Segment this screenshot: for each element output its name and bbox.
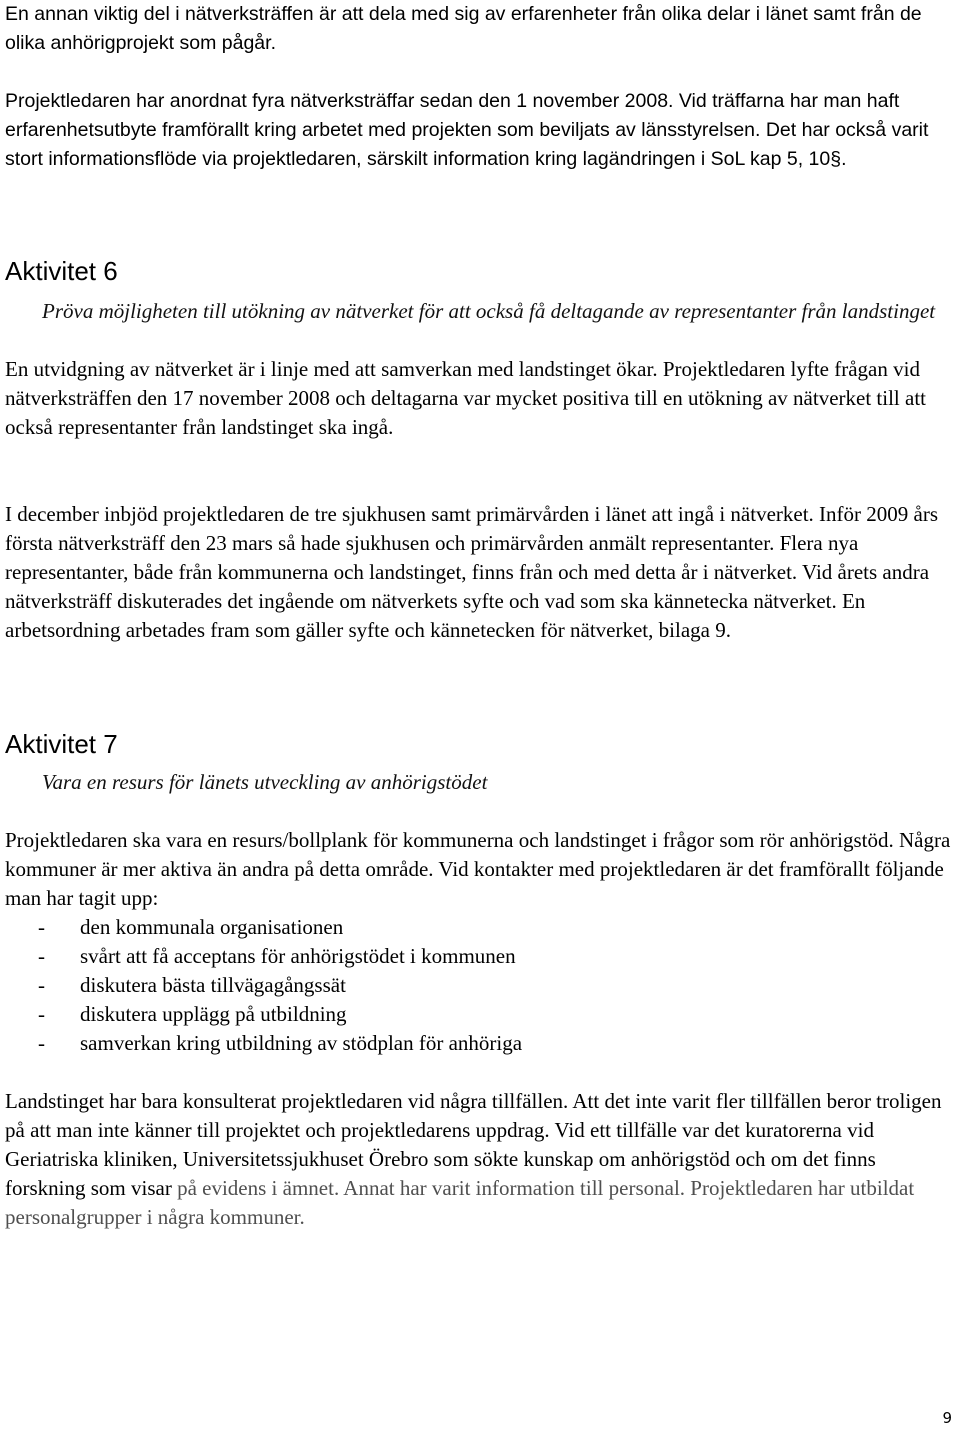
paragraph-main-text: Landstinget har bara konsulterat projektledaren vid några tillfällen. Att det inte varit fler tillfällen beror troligen på att man inte känner till projektet och projektledarens uppdrag. Vid ett tillfälle var det kuratorerna vid Geriatriska kliniken, Universitetssjukhuset Örebro som sökte kunskap om anhörigstöd och om det finns forskning som visar [5, 1089, 942, 1200]
list-item [5, 971, 522, 1000]
bullet-dash: - [38, 944, 45, 968]
activity-6-paragraph-1: En utvidgning av nätverket är i linje med att samverkan med landstinget ökar. Projektledaren lyfte frågan vid nätverksträffen den 17 november 2008 och deltagarna var mycket positiva till en utökning av nätverket till att också representanter från landstinget ska ingå. [5, 357, 926, 439]
list-item-text: samverkan kring utbildning av stödplan för anhöriga [80, 1031, 523, 1055]
activity-6-heading: Aktivitet 6 [5, 256, 118, 286]
intro-paragraph-1: En annan viktig del i nätverksträffen är att dela med sig av erfarenheter från olika delar i länet samt från de olika anhörigprojekt som pågår. [5, 3, 922, 54]
page-number: 9 [942, 1409, 952, 1427]
intro-paragraph-2: Projektledaren har anordnat fyra nätverksträffar sedan den 1 november 2008. Vid träffarna har man haft erfarenhetsutbyte framförallt kring arbetet med projekten som beviljats av länsstyrelsen. Det har också varit stort informationsflöde via projektledaren, särskilt information kring lagändringen i SoL kap 5, 10§. [5, 90, 929, 170]
list-item-text: diskutera upplägg på utbildning [80, 1002, 347, 1026]
activity-7-subtitle: Vara en resurs för länets utveckling av anhörigstödet [42, 770, 488, 794]
activity-6-paragraph-2: I december inbjöd projektledaren de tre sjukhusen samt primärvården i länet att ingå i nätverket. Inför 2009 års första nätverksträff den 23 mars så hade sjukhusen och primärvården anmält representanter. Flera nya representanter, både från kommunerna och landstinget, finns från och med detta år i nätverket. Vid årets andra nätverksträff diskuterades det ingående om nätverkets syfte och vad som ska kännetecka nätverket. En arbetsordning arbetades fram som gäller syfte och kännetecken för nätverket, bilaga 9. [5, 502, 939, 642]
bullet-dash: - [38, 1031, 45, 1055]
bullet-dash: - [38, 973, 45, 997]
topics-list [5, 913, 522, 1058]
activity-7-heading: Aktivitet 7 [5, 729, 118, 759]
list-item [5, 1029, 522, 1058]
activity-7-paragraph-1: Projektledaren ska vara en resurs/bollplank för kommunerna och landstinget i frågor som rör anhörigstöd. Några kommuner är mer aktiva än andra på detta område. Vid kontakter med projektledaren är det framförallt följande man har tagit upp: [5, 828, 951, 910]
activity-7-paragraph-2 [5, 1087, 954, 1232]
list-item [5, 1000, 522, 1029]
bullet-dash: - [38, 915, 45, 939]
paragraph-gray-text: på evidens i ämnet. Annat har varit information till personal. Projektledaren har utbildat personalgrupper i några kommuner. [5, 1176, 915, 1229]
list-item-text: den kommunala organisationen [80, 915, 344, 939]
list-item [5, 913, 522, 942]
bullet-dash: - [38, 1002, 45, 1026]
activity-6-subtitle: Pröva möjligheten till utökning av nätverket för att också få deltagande av representanter från landstinget [42, 299, 936, 323]
list-item-text: diskutera bästa tillvägagångssät [80, 973, 346, 997]
list-item-text: svårt att få acceptans för anhörigstödet i kommunen [80, 944, 516, 968]
list-item [5, 942, 522, 971]
